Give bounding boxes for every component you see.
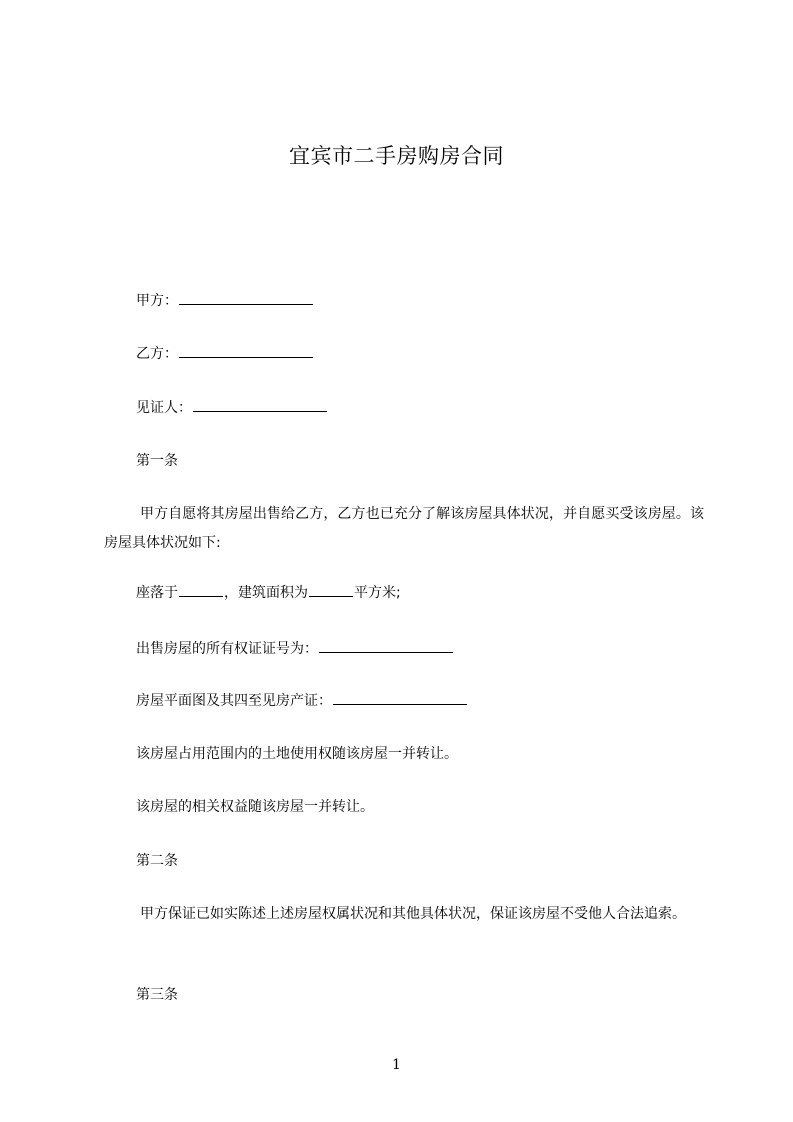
witness-label: 见证人： (136, 400, 192, 416)
party-a-line (136, 290, 314, 311)
related-right-line: 该房屋的相关权益随该房屋一并转让。 (136, 799, 374, 815)
certificate-blank[interactable] (319, 638, 453, 653)
contract-title: 宜宾市二手房购房合同 (289, 144, 504, 168)
witness-blank[interactable] (193, 397, 327, 412)
floor-plan-line (136, 690, 468, 711)
location-middle: ，建筑面积为 (224, 585, 308, 601)
article-1-paragraph: 甲方自愿将其房屋出售给乙方，乙方也已充分了解该房屋具体状况，并自愿买受该房屋。该房屋具体状况如下: (104, 506, 704, 551)
party-b-label: 乙方： (136, 346, 178, 362)
certificate-line (136, 638, 454, 659)
floor-plan-blank[interactable] (333, 690, 467, 705)
article-1-heading: 第一条 (136, 453, 178, 469)
article-3-heading: 第三条 (136, 987, 178, 1003)
location-line (136, 582, 401, 603)
article-2-heading: 第二条 (136, 853, 178, 869)
page-number: 1 (392, 1057, 401, 1073)
party-b-blank[interactable] (179, 343, 313, 358)
land-right-line: 该房屋占用范围内的土地使用权随该房屋一并转让。 (136, 746, 458, 762)
party-a-blank[interactable] (179, 290, 313, 305)
location-prefix: 座落于 (136, 585, 178, 601)
witness-line (136, 397, 328, 418)
article-2-paragraph: 甲方保证已如实陈述上述房屋权属状况和其他具体状况，保证该房屋不受他人合法追索。 (140, 906, 686, 922)
area-blank[interactable] (309, 582, 353, 597)
location-suffix: 平方米; (354, 585, 401, 601)
party-b-line (136, 343, 314, 364)
location-blank[interactable] (179, 582, 223, 597)
floor-plan-label: 房屋平面图及其四至见房产证： (136, 693, 332, 709)
party-a-label: 甲方： (136, 293, 178, 309)
certificate-label: 出售房屋的所有权证证号为： (136, 641, 318, 657)
